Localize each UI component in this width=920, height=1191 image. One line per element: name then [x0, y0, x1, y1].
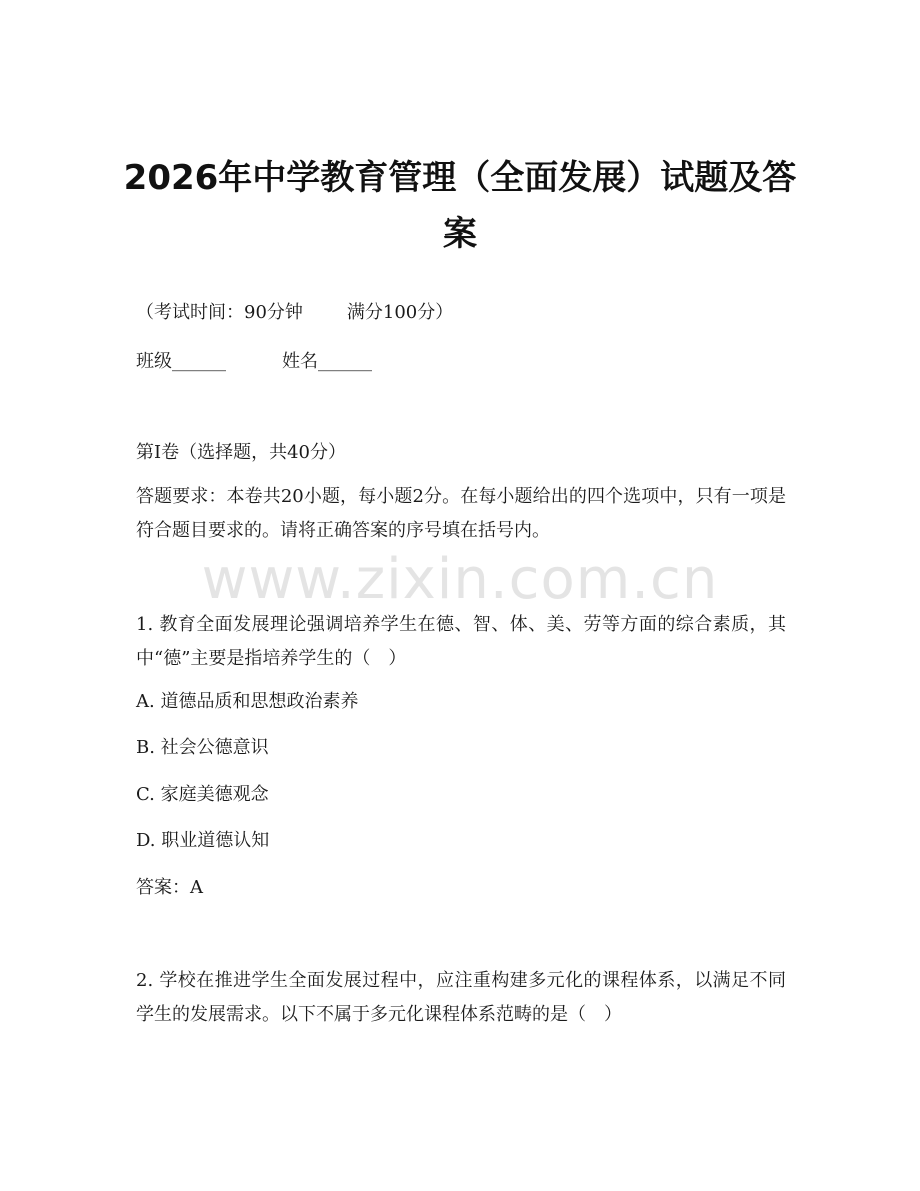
section-title: 第I卷（选择题，共40分）	[136, 442, 347, 463]
exam-time: （考试时间：90分钟	[136, 302, 303, 323]
question-1-stem: 1. 教育全面发展理论强调培养学生在德、智、体、美、劳等方面的综合素质，其中“德”主要是指培养学生的（ ）	[136, 614, 786, 669]
instructions: 答题要求：本卷共20小题，每小题2分。在每小题给出的四个选项中，只有一项是符合题目要求的。请将正确答案的序号填在括号内。	[136, 486, 786, 541]
question-1-option-a: A. 道德品质和思想政治素养	[136, 691, 359, 712]
question-2-stem: 2. 学校在推进学生全面发展过程中，应注重构建多元化的课程体系，以满足不同学生的发展需求。以下不属于多元化课程体系范畴的是（ ）	[136, 970, 786, 1025]
question-1-option-c: C. 家庭美德观念	[136, 784, 269, 805]
name-field: 姓名______	[282, 351, 372, 372]
question-1-option-d: D. 职业道德认知	[136, 830, 270, 851]
student-fields	[136, 350, 372, 374]
question-1-option-b: B. 社会公德意识	[136, 737, 269, 758]
exam-info	[136, 301, 453, 325]
document-title: 2026年中学教育管理（全面发展）试题及答案	[123, 158, 797, 254]
watermark: www.zixin.com.cn	[201, 547, 719, 612]
class-field: 班级______	[136, 351, 226, 372]
question-1-answer: 答案：A	[136, 877, 203, 898]
exam-full-score: 满分100分）	[346, 302, 454, 323]
